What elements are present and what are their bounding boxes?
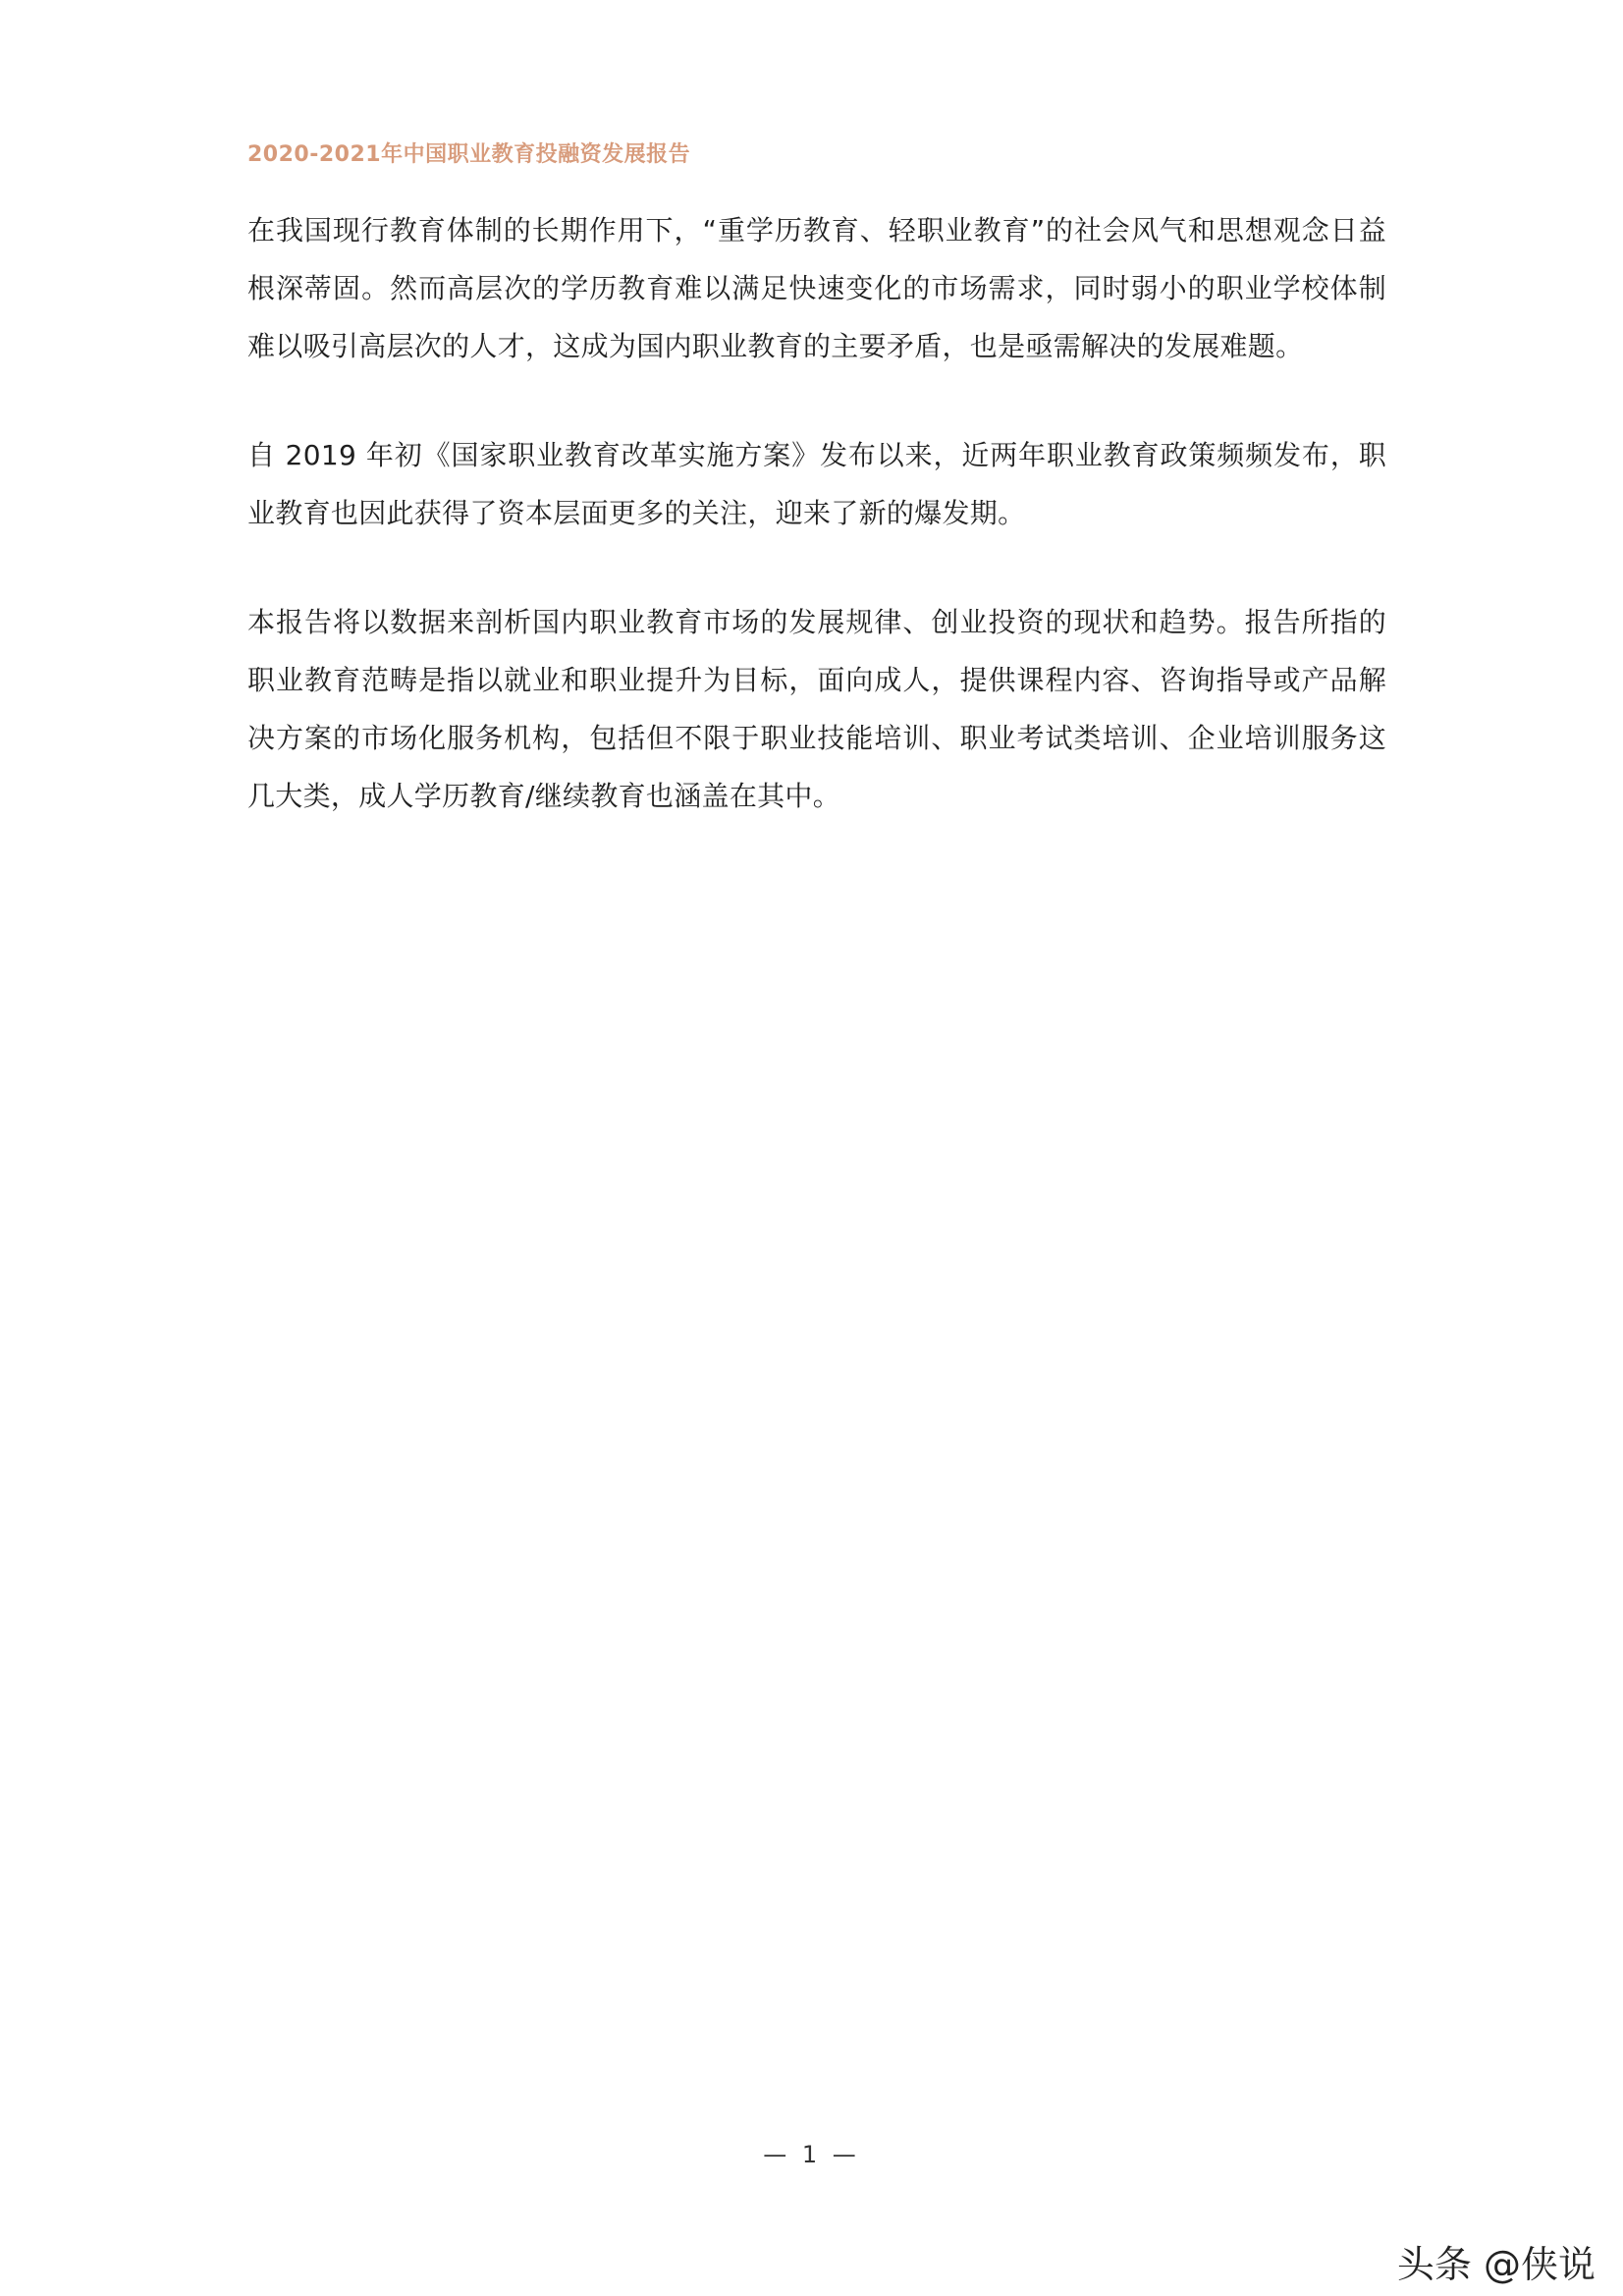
- paragraph-1: 在我国现行教育体制的长期作用下，“重学历教育、轻职业教育”的社会风气和思想观念日益根深蒂固。然而高层次的学历教育难以满足快速变化的市场需求，同时弱小的职业学校体制难以吸引高层次的人才，这成为国内职业教育的主要矛盾，也是亟需解决的发展难题。: [247, 214, 1386, 362]
- watermark: 头条 @侠说: [1396, 2243, 1596, 2286]
- paragraph-2: 自 2019 年初《国家职业教育改革实施方案》发布以来，近两年职业教育政策频频发布，职业教育也因此获得了资本层面更多的关注，迎来了新的爆发期。: [247, 439, 1386, 529]
- page-number: — 1 —: [763, 2141, 860, 2168]
- report-header-title: 2020-2021年中国职业教育投融资发展报告: [247, 142, 691, 167]
- paragraph-3: 本报告将以数据来剖析国内职业教育市场的发展规律、创业投资的现状和趋势。报告所指的职业教育范畴是指以就业和职业提升为目标，面向成人，提供课程内容、咨询指导或产品解决方案的市场化服务机构，包括但不限于职业技能培训、职业考试类培训、企业培训服务这几大类，成人学历教育/继续教育也涵盖在其中。: [247, 606, 1386, 812]
- body-content: [247, 201, 1386, 876]
